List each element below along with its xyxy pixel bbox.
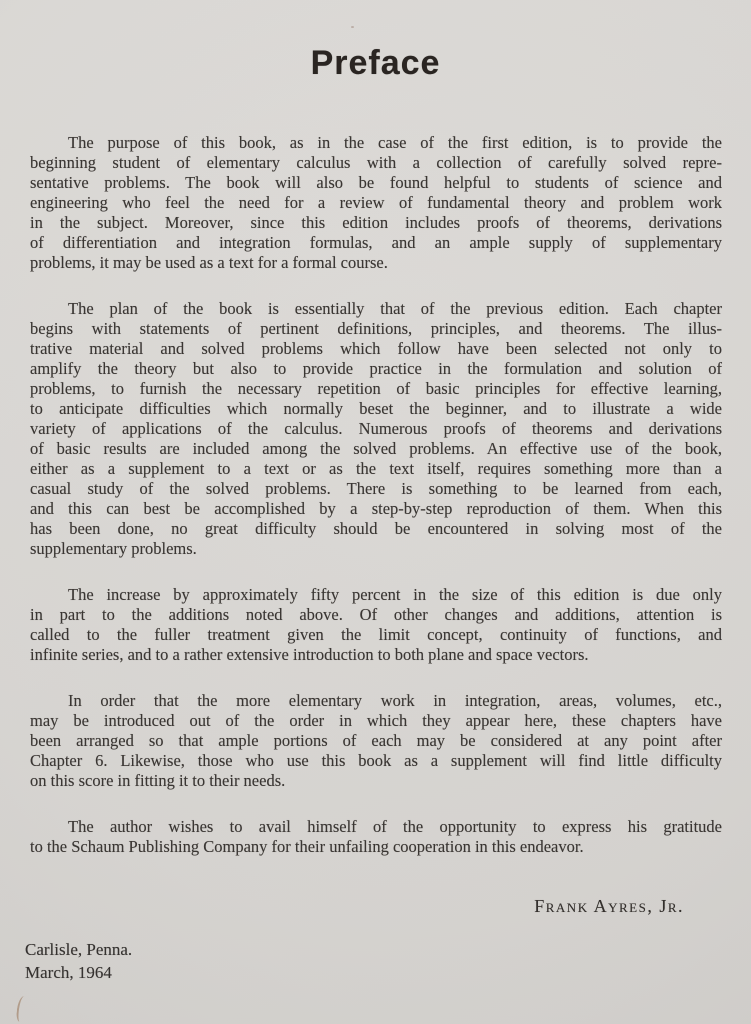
text-line: been arranged so that ample portions of each may be considered at any point after	[30, 731, 722, 750]
text-line: in part to the additions noted above. Of other changes and additions, attention is	[30, 605, 722, 624]
text-line: in the subject. Moreover, since this edition includes proofs of theorems, derivations	[30, 213, 722, 232]
text-line: beginning student of elementary calculus with a collection of carefully solved repre-	[30, 153, 722, 172]
text-line: trative material and solved problems which follow have been selected not only to	[30, 339, 722, 358]
text-line: supplementary problems.	[30, 539, 197, 558]
text-line: amplify the theory but also to provide practice in the formulation and solution of	[30, 359, 722, 378]
text-line: to the Schaum Publishing Company for their unfailing cooperation in this endeavor.	[30, 837, 584, 856]
text-line: on this score in fitting it to their needs.	[30, 771, 286, 790]
paragraph	[30, 585, 722, 665]
text-line: called to the fuller treatment given the limit concept, continuity of functions, and	[30, 625, 722, 644]
text-line: The author wishes to avail himself of the opportunity to express his gratitude	[68, 817, 722, 836]
text-line: Chapter 6. Likewise, those who use this book as a supplement will find little difficulty	[30, 751, 722, 770]
text-line: has been done, no great difficulty should be encountered in solving most of the	[30, 519, 722, 538]
paragraph	[30, 691, 722, 791]
text-line: sentative problems. The book will also be found helpful to students of science and	[30, 173, 722, 192]
text-line: engineering who feel the need for a review of fundamental theory and problem work	[30, 193, 722, 212]
paper-fiber-artifact	[16, 996, 29, 1023]
paragraph	[30, 133, 722, 273]
text-line: infinite series, and to a rather extensive introduction to both plane and space vectors.	[30, 645, 589, 664]
text-line: to anticipate difficulties which normally beset the beginner, and to illustrate a wide	[30, 399, 722, 418]
text-line: In order that the more elementary work in integration, areas, volumes, etc.,	[68, 691, 722, 710]
text-line: of basic results are included among the solved problems. An effective use of the book,	[30, 439, 722, 458]
text-line: may be introduced out of the order in which they appear here, these chapters have	[30, 711, 722, 730]
paragraph	[30, 817, 722, 857]
text-line: The increase by approximately fifty percent in the size of this edition is due only	[68, 585, 722, 604]
text-line: variety of applications of the calculus. Numerous proofs of theorems and derivations	[30, 419, 722, 438]
text-line: problems, to furnish the necessary repetition of basic principles for effective learning,	[30, 379, 722, 398]
text-line: begins with statements of pertinent definitions, principles, and theorems. The illus-	[30, 319, 722, 338]
place-line: Carlisle, Penna.	[25, 940, 133, 959]
date-line: March, 1964	[25, 962, 112, 982]
text-line: The purpose of this book, as in the case of the first edition, is to provide the	[68, 133, 722, 152]
paragraph	[30, 299, 722, 559]
colophon	[25, 939, 132, 984]
text-line: and this can best be accomplished by a step-by-step reproduction of them. When this	[30, 499, 722, 518]
text-line: problems, it may be used as a text for a formal course.	[30, 253, 388, 272]
text-line: casual study of the solved problems. There is something to be learned from each,	[30, 479, 722, 498]
paper-speck-artifact	[351, 26, 354, 28]
text-line: of differentiation and integration formulas, and an ample supply of supplementary	[30, 233, 722, 252]
page-title: Preface	[310, 44, 441, 82]
text-line: either as a supplement to a text or as the text itself, requires something more than a	[30, 459, 722, 478]
author-signature: Frank Ayres, Jr.	[534, 896, 684, 916]
preface-body	[30, 133, 722, 883]
text-line: The plan of the book is essentially that of the previous edition. Each chapter	[68, 299, 722, 318]
